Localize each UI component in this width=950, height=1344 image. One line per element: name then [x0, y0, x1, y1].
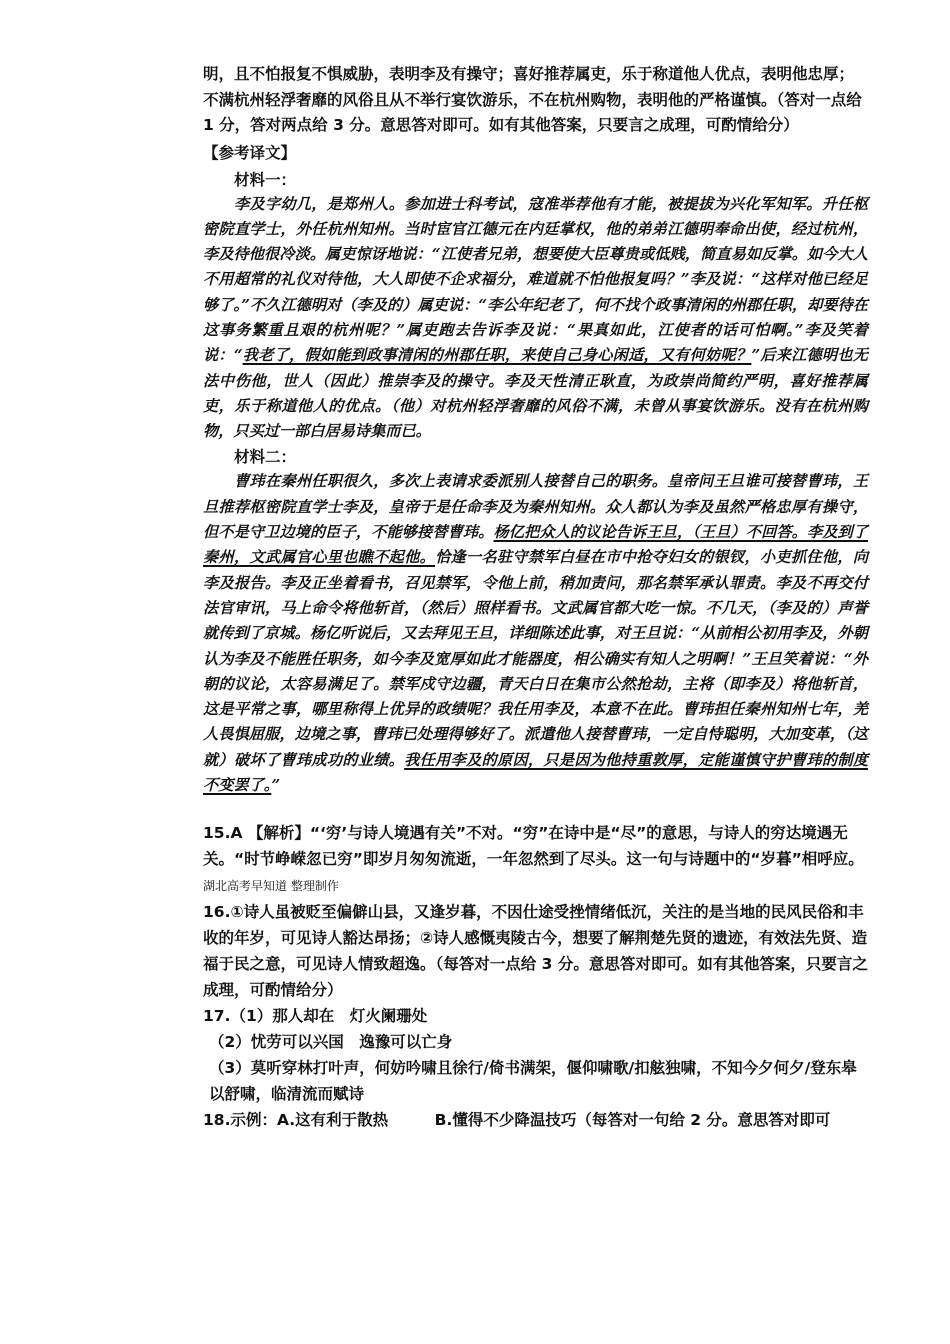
material1-underlined: 我老了，假如能到政事清闲的州郡任职，来使自己身心闲适，又有何妨呢？ — [242, 346, 752, 365]
question-18-answer: 18.示例：A.这有利于散热 B.懂得不少降温技巧（每答对一句给 2 分。意思答对即可 — [203, 1111, 831, 1130]
material1-part2: ”后来江德明也无法中伤他，世人（因此）推崇李及的操守。李及天性清正耿直，为政崇尚简约严明，喜好推荐属吏，乐于称道他人的优点。（他）对杭州轻浮奢靡的风俗不满，未曾从事宴饮游乐。没有在杭州购物，只买过一部白居易诗集而已。 — [203, 346, 868, 441]
q15-text: 15.A 【解析】“‘穷’与诗人境遇有关”不对。“穷”在诗中是“尽”的意思，与诗人的穷达境遇无关。“时节峥嵘忽已穷”即岁月匆匆流逝，一年忽然到了尽头。这一句与诗题中的“岁暮”相呼应。 — [203, 824, 864, 869]
material1-part1: 李及字幼几，是郑州人。参加进士科考试，寇准举荐他有才能，被提拔为兴化军知军。升任枢密院直学士，外任杭州知州。当时宦官江德元在内廷掌权，他的弟弟江德明奉命出使，经过杭州，李及待他很冷淡。属吏惊讶地说：“江使者兄弟，想要使大臣尊贵或低贱，简直易如反掌。如今大人不用超常的礼仪对待他，大人即使不企求福分，难道就不怕他报复吗？”李及说：“这样对他已经足够了。”不久江德明对（李及的）属吏说：“李公年纪老了，何不找个政事清闲的州郡任职，却要待在这事务繁重且艰的杭州呢？”属吏跑去告诉李及说：“果真如此，江使者的话可怕啊。”李及笑着说：“ — [203, 194, 868, 365]
q17-answer-3: （3）莫听穿林打叶声，何妨吟啸且徐行/倚书满架，偃仰啸歌/扣舷独啸，不知今夕何夕/登东皋以舒啸，临清流而赋诗 — [209, 1059, 857, 1104]
question-17-answer — [203, 1003, 868, 1107]
material2-text — [203, 469, 868, 798]
material2-label: 材料二： — [234, 447, 297, 467]
material2-underlined-2: 我任用李及的原因，只是因为他持重敦厚，定能谨慎守护曹玮的制度不变罢了。 — [203, 750, 869, 795]
question-15-answer — [203, 820, 868, 899]
question-16-answer: 16.①诗人虽被贬至偏僻山县，又逢岁暮，不因仕途受挫情绪低沉，关注的是当地的民风民俗和丰收的年岁，可见诗人豁达昂扬；②诗人感慨夷陵古今，想要了解荆楚先贤的遗迹，有效法先贤、造福于民之意，可见诗人情致超逸。（每答对一点给 3 分。意思答对即可。如有其他答案，只要言之成理，可酌情给分） — [203, 903, 868, 1000]
material1-label: 材料一： — [234, 169, 297, 189]
material2-part1: 曹玮在秦州任职很久，多次上表请求委派别人接替自己的职务。皇帝问王旦谁可接替曹玮，王旦推荐枢密院直学士李及，皇帝于是任命李及为秦州知州。众人都认为李及虽然严格忠厚有操守，但不是守卫边境的臣子，不能够接替曹玮。 — [203, 472, 868, 542]
q17-answer-2: （2）忧劳可以兴国 逸豫可以亡身 — [209, 1033, 453, 1052]
watermark-text: 湖北高考早知道 整理制作 — [203, 879, 339, 894]
material1-text — [203, 192, 868, 445]
answer-tail: 明，且不怕报复不惧威胁，表明李及有操守；喜好推荐属吏，乐于称道他人优点，表明他忠厚；不满杭州轻浮奢靡的风俗且从不举行宴饮游乐，不在杭州购物，表明他的严格谨慎。（答对一点给 1 分，答对两点给 3 分。意思答对即可。如有其他答案，只要言之成理，可酌情给分） — [203, 65, 862, 134]
answer-page — [203, 62, 868, 1133]
material2-part2: 恰逢一名驻守禁军白昼在市中抢夺妇女的银钗，小吏抓住他，向李及报告。李及正坐着看书，召见禁军，令他上前，稍加责问，那名禁军承认罪责。李及不再交付法官审讯，马上命令将他斩首，（然后）照样看书。文武属官都大吃一惊。不几天，（李及的）声誉就传到了京城。杨亿听说后，又去拜见王旦，详细陈述此事，对王旦说：“从前相公初用李及，外朝认为李及不能胜任职务，如今李及宽厚如此才能器度，相公确实有知人之明啊！”王旦笑着说：“外朝的议论，太容易满足了。禁军戍守边疆，青天白日在集市公然抢劫，主将（即李及）将他斩首，这是平常之事，哪里称得上优异的政绩呢？我任用李及，本意不在此。曹玮担任秦州知州七年，羌人畏惧屈服，边境之事，曹玮已处理得够好了。派遣他人接替曹玮，一定自恃聪明，大加变革，（这就）破坏了曹玮成功的业绩。 — [203, 548, 869, 769]
material2-underlined-1: 杨亿把众人的议论告诉王旦，（王旦）不回答。李及到了秦州，文武属官心里也瞧不起他。 — [203, 523, 868, 567]
material2-end: ” — [271, 776, 281, 795]
q17-answer-1: 17.（1）那人却在 灯火阑珊处 — [203, 1007, 428, 1026]
reference-translation-title: 【参考译文】 — [203, 143, 297, 162]
